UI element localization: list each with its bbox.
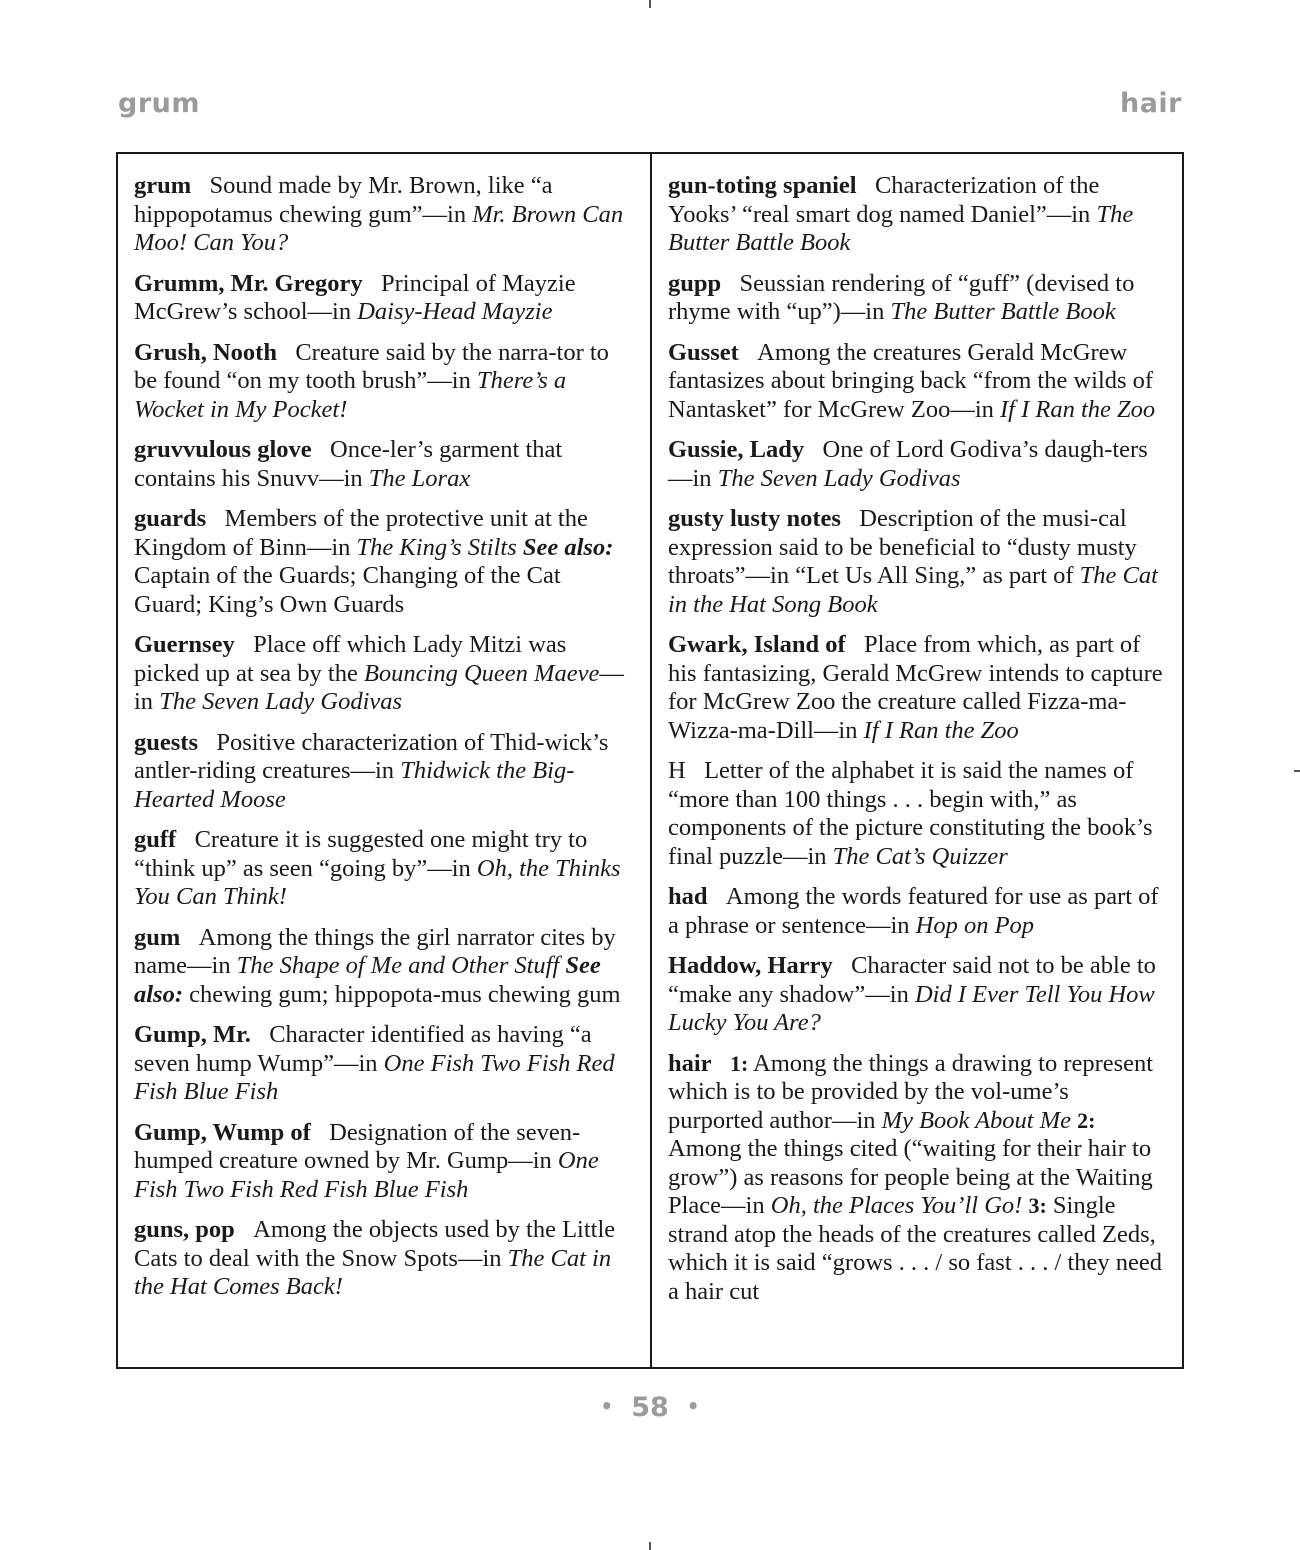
dictionary-entry [134, 339, 634, 425]
entry-title-ref: Daisy-Head Mayzie [357, 298, 553, 325]
entry-text: Seussian rendering of “guff” (devised to rhyme with “up”)—in [668, 269, 1135, 325]
dictionary-entry [134, 172, 634, 258]
entry-title-ref: The Cat in the Hat Song Book [668, 562, 1158, 618]
left-column [134, 172, 634, 1314]
entry-headword: gruvvulous glove [134, 436, 312, 463]
dictionary-entry [134, 826, 634, 912]
entry-text: Letter of the alphabet it is said the names of “more than 100 things . . . begin with,” as components of the picture constituting the book’s final puzzle—in [668, 757, 1153, 870]
entry-headword: guards [134, 505, 207, 532]
see-also-label: See also: [134, 952, 601, 1008]
sense-number: 2: [1077, 1107, 1096, 1133]
entry-title-ref: Oh, the Thinks You Can Think! [134, 854, 621, 910]
footer-dot-left: • [600, 1394, 614, 1418]
entry-headword: Gump, Wump of [134, 1118, 311, 1146]
entry-text: Place off which Lady Mitzi was picked up at sea by the [134, 631, 567, 687]
page-number: 58 [631, 1392, 669, 1423]
dictionary-entry [668, 757, 1168, 871]
entry-text: Members of the protective unit at the Kingdom of Binn—in [134, 505, 588, 561]
sense-number: 1: [729, 1050, 749, 1076]
entry-headword: Gump, Mr. [134, 1021, 251, 1048]
entry-title-ref: Oh, the Places You’ll Go! [770, 1192, 1023, 1219]
dictionary-entry [134, 1021, 634, 1107]
dictionary-entry [668, 505, 1168, 619]
dictionary-entry [134, 631, 634, 717]
entry-headword: guests [134, 728, 198, 756]
dictionary-entry [668, 172, 1168, 258]
dictionary-entry [134, 505, 634, 619]
entry-text: Character said not to be able to “make any shadow”—in [668, 952, 1156, 1008]
entry-title-ref: Mr. Brown Can Moo! Can You? [134, 200, 624, 256]
dictionary-entry [668, 436, 1168, 493]
entry-text: Among the objects used by the Little Cats to deal with the Snow Spots—in [134, 1216, 616, 1272]
crop-mark-right [1294, 770, 1300, 772]
dictionary-entry [668, 270, 1168, 327]
entry-text: Once-ler’s garment that contains his Snuvv—in [134, 436, 563, 492]
entry-title-ref: The Butter Battle Book [890, 298, 1116, 325]
entry-title-ref: Did I Ever Tell You How Lucky You Are? [668, 980, 1155, 1036]
page-footer [0, 1392, 1300, 1423]
crop-mark-bottom [649, 1542, 651, 1550]
entries-frame [116, 152, 1184, 1369]
entry-headword: had [668, 883, 708, 910]
entry-text: Among the words featured for use as part of a phrase or sentence—in [668, 883, 1159, 939]
dictionary-entry [668, 1050, 1168, 1307]
dictionary-entry [668, 339, 1168, 425]
entry-headword: Grumm, Mr. Gregory [134, 269, 363, 297]
dictionary-entry [134, 436, 634, 493]
right-column [668, 172, 1168, 1318]
entry-text: Among the things a drawing to represent which is to be provided by the vol-ume’s purported author—in [668, 1049, 1154, 1134]
entry-title-ref: The Cat in the Hat Comes Back! [134, 1244, 612, 1300]
entry-text: Captain of the Guards; Changing of the Cat Guard; King’s Own Guards [134, 562, 561, 618]
entry-text: Positive characterization of Thid-wick’s antler-riding creatures—in [134, 728, 609, 784]
entry-title-ref: There’s a Wocket in My Pocket! [134, 367, 567, 423]
entry-headword: gupp [668, 269, 722, 297]
entry-title-ref: The Butter Battle Book [668, 200, 1134, 256]
entry-text: Among the things the girl narrator cites by name—in [134, 923, 616, 979]
entry-headword: guns, pop [134, 1216, 235, 1243]
entry-text: Creature said by the narra-tor to be found “on my tooth brush”—in [134, 338, 609, 394]
entry-text: Among the creatures Gerald McGrew fantasizes about bringing back “from the wilds of Nantasket” for McGrew Zoo—in [668, 338, 1154, 423]
entry-text: Place from which, as part of his fantasizing, Gerald McGrew intends to capture for McGrew Zoo the creature called Fizza-ma-Wizza-ma-Dill—in [668, 631, 1163, 744]
entry-title-ref: One Fish Two Fish Red Fish Blue Fish [134, 1049, 615, 1105]
dictionary-entry [668, 631, 1168, 745]
entry-headword: Haddow, Harry [668, 952, 833, 979]
dictionary-entry [134, 1119, 634, 1205]
entry-text: chewing gum; hippopota-mus chewing gum [183, 980, 621, 1008]
entry-headword: hair [668, 1049, 712, 1077]
entry-headword: Gusset [668, 338, 739, 366]
crop-mark-top [649, 0, 651, 8]
see-also-label: See also: [522, 533, 614, 561]
entry-title-ref: Bouncing Queen Maeve [363, 659, 600, 687]
column-divider [650, 154, 652, 1367]
entry-title-ref: If I Ran the Zoo [1000, 395, 1156, 423]
entry-text: Description of the musi-cal expression said to be beneficial to “dusty musty throats”—in “Let Us All Sing,” as part of [668, 505, 1137, 589]
dictionary-entry [134, 270, 634, 327]
entry-title-ref: If I Ran the Zoo [863, 716, 1019, 744]
entry-headword: Gwark, Island of [668, 631, 846, 658]
entry-text: —in [134, 659, 624, 715]
entry-headword: gun-toting spaniel [668, 172, 857, 199]
entry-headword: guff [134, 826, 177, 853]
entry-title-ref: The Cat’s Quizzer [832, 842, 1008, 870]
entry-title-ref: One Fish Two Fish Red Fish Blue Fish [134, 1147, 599, 1203]
entry-text: Sound made by Mr. Brown, like “a hippopotamus chewing gum”—in [134, 172, 553, 228]
entry-headword: Grush, Nooth [134, 338, 277, 366]
dictionary-entry [668, 883, 1168, 940]
entry-title-ref: The King’s Stilts [356, 533, 517, 561]
entry-text: Characterization of the Yooks’ “real smart dog named Daniel”—in [668, 172, 1100, 228]
entry-title-ref: My Book About Me [881, 1106, 1072, 1134]
entry-title-ref: The Lorax [368, 464, 471, 492]
entry-text: Creature it is suggested one might try to “think up” as seen “going by”—in [134, 826, 588, 882]
entry-title-ref: Thidwick the Big-Hearted Moose [134, 757, 575, 813]
dictionary-entry [134, 1216, 634, 1302]
sense-number: 3: [1028, 1193, 1047, 1218]
entry-headword: H [668, 757, 686, 784]
entry-headword: Guernsey [134, 631, 235, 658]
footer-dot-right: • [686, 1394, 700, 1418]
entry-headword: Gussie, Lady [668, 436, 805, 463]
entry-headword: gum [134, 923, 181, 951]
entry-text: Single strand atop the heads of the creatures called Zeds, which it is said “grows . . . / so fast . . . / they need a hair cut [668, 1192, 1163, 1305]
entry-headword: gusty lusty notes [668, 505, 841, 532]
entry-text: Among the things cited (“waiting for their hair to grow”) as reasons for people being at the Waiting Place—in [668, 1135, 1153, 1219]
entry-text: One of Lord Godiva’s daugh-ters—in [668, 436, 1148, 492]
entry-title-ref: The Seven Lady Godivas [159, 688, 403, 715]
dictionary-entry [134, 924, 634, 1010]
dictionary-entry [134, 729, 634, 815]
entry-title-ref: The Seven Lady Godivas [717, 464, 961, 492]
entry-headword: grum [134, 172, 192, 199]
entry-text: Designation of the seven-humped creature owned by Mr. Gump—in [134, 1118, 581, 1174]
entry-title-ref: The Shape of Me and Other Stuff [236, 952, 560, 979]
entry-text: Principal of Mayzie McGrew’s school—in [134, 269, 576, 325]
entry-title-ref: Hop on Pop [915, 911, 1035, 939]
dictionary-entry [668, 952, 1168, 1038]
running-head-left: grum [118, 88, 200, 119]
running-head-right: hair [1119, 88, 1182, 119]
entry-text: Character identified as having “a seven hump Wump”—in [134, 1021, 592, 1077]
